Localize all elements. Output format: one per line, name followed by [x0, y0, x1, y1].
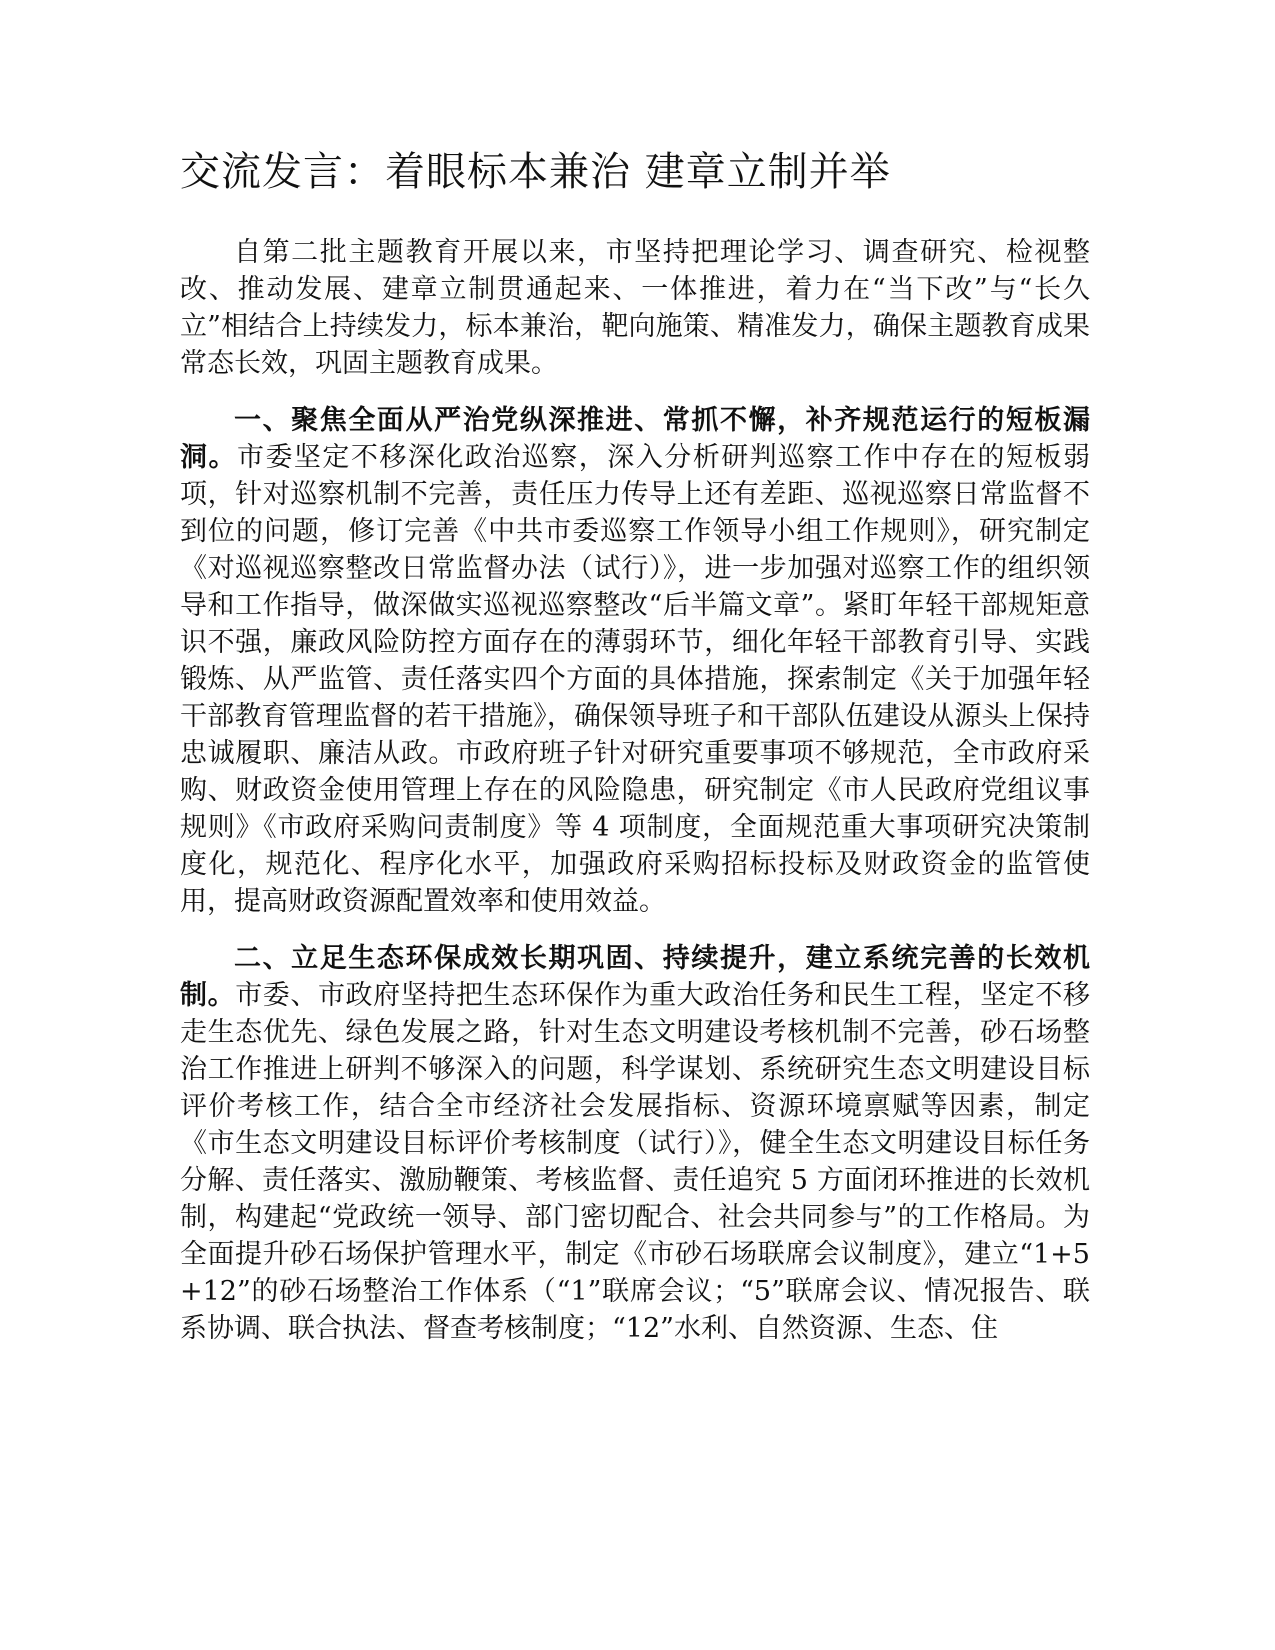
- section-one-body: 市委坚定不移深化政治巡察，深入分析研判巡察工作中存在的短板弱项，针对巡察机制不完善，责任压力传导上还有差距、巡视巡察日常监督不到位的问题，修订完善《中共市委巡察工作领导小组工作规则》，研究制定《对巡视巡察整改日常监督办法（试行）》，进一步加强对巡察工作的组织领导和工作指导，做深做实巡视巡察整改“后半篇文章”。紧盯年轻干部规矩意识不强，廉政风险防控方面存在的薄弱环节，细化年轻干部教育引导、实践锻炼、从严监管、责任落实四个方面的具体措施，探索制定《关于加强年轻干部教育管理监督的若干措施》，确保领导班子和干部队伍建设从源头上保持忠诚履职、廉洁从政。市政府班子针对研究重要事项不够规范，全市政府采购、财政资金使用管理上存在的风险隐患，研究制定《市人民政府党组议事规则》《市政府采购问责制度》等 4 项制度，全面规范重大事项研究决策制度化，规范化、程序化水平，加强政府采购招标投标及财政资金的监管使用，提高财政资源配置效率和使用效益。: [180, 442, 1090, 917]
- document-page: [180, 140, 1090, 1367]
- section-two-heading: 二、立足生态环保成效长期巩固、持续提升，建立系统完善的长效机制。: [180, 943, 1090, 1011]
- document-title: 交流发言：着眼标本兼治 建章立制并举: [180, 149, 891, 195]
- section-one-heading: 一、聚焦全面从严治党纵深推进、常抓不懈，补齐规范运行的短板漏洞。: [180, 405, 1090, 473]
- section-one-paragraph: [180, 402, 1090, 920]
- section-two-body: 市委、市政府坚持把生态环保作为重大政治任务和民生工程，坚定不移走生态优先、绿色发展之路，针对生态文明建设考核机制不完善，砂石场整治工作推进上研判不够深入的问题，科学谋划、系统研究生态文明建设目标评价考核工作，结合全市经济社会发展指标、资源环境禀赋等因素，制定《市生态文明建设目标评价考核制度（试行）》，健全生态文明建设目标任务分解、责任落实、激励鞭策、考核监督、责任追究 5 方面闭环推进的长效机制，构建起“党政统一领导、部门密切配合、社会共同参与”的工作格局。为全面提升砂石场保护管理水平，制定《市砂石场联席会议制度》，建立“1+5+12”的砂石场整治工作体系（“1”联席会议；“5”联席会议、情况报告、联系协调、联合执法、督查考核制度；“12”水利、自然资源、生态、住: [180, 980, 1090, 1344]
- section-two-paragraph: [180, 940, 1090, 1347]
- intro-paragraph: 自第二批主题教育开展以来，市坚持把理论学习、调查研究、检视整改、推动发展、建章立制贯通起来、一体推进，着力在“当下改”与“长久立”相结合上持续发力，标本兼治，靶向施策、精准发力，确保主题教育成果常态长效，巩固主题教育成果。: [180, 237, 1090, 379]
